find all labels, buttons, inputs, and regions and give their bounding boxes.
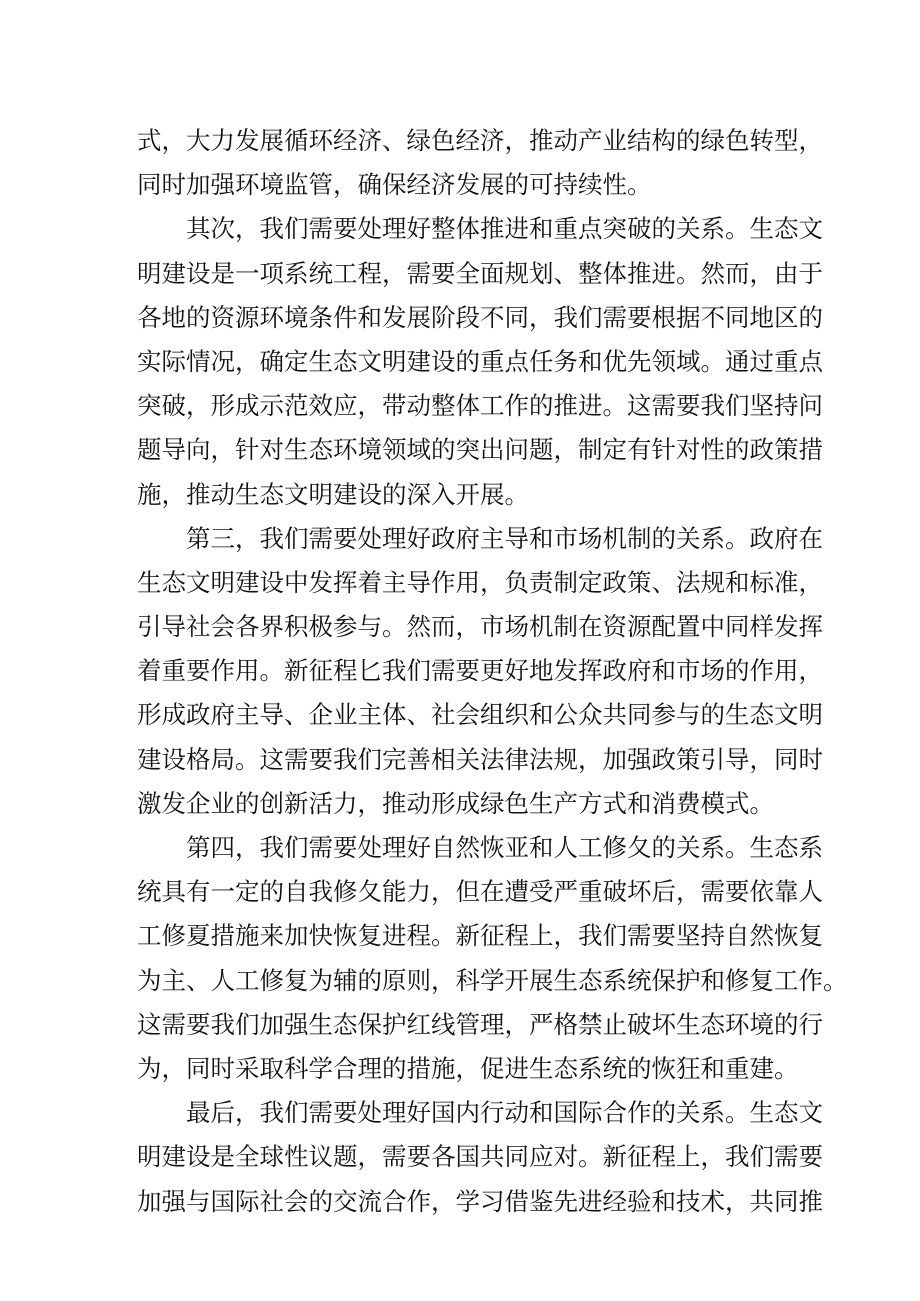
text-line: 第三，我们需要处理好政府主导和市场机制的关系。政府在: [186, 523, 823, 553]
text-line: 生态文明建设中发挥着主导作用，负责制定政策、法规和标准，: [137, 567, 823, 597]
text-line: 这需要我们加强生态保护红线管理，严格禁止破坏生态环境的行: [137, 1009, 823, 1039]
text-line: 最后，我们需要处理好国内行动和国际合作的关系。生态文: [186, 1098, 823, 1128]
text-line: 第四，我们需要处理好自然恢亚和人工修夂的关系。生态系: [186, 833, 823, 862]
text-line: 施，推动生态文明建设的深入开展。: [137, 479, 529, 509]
text-line: 为，同时采取科学合理的措施，促进生态系统的恢狂和重建。: [137, 1053, 799, 1083]
text-line: 明建设是一项系统工程，需要全面规划、整体推进。然而，由于: [137, 258, 823, 288]
text-line: 工修夏措施来加快恢复进程。新征程上，我们需要坚持自然恢复: [137, 921, 823, 951]
text-line: 其次，我们需要处理好整体推进和重点突破的关系。生态文: [186, 214, 823, 244]
text-line: 同时加强环境监管，确保经济发展的可持续性。: [137, 170, 652, 200]
text-line: 突破，形成示范效应，带动整体工作的推进。这需要我们坚持问: [137, 391, 823, 421]
text-line: 建设格局。这需要我们完善相关法律法规，加强政策引导，同时: [137, 744, 823, 774]
text-line: 引导社会各界积极参与。然而，市场机制在资源配置中同样发挥: [137, 612, 823, 642]
text-line: 着重要作用。新征程匕我们需要更好地发挥政府和市场的作用，: [137, 656, 823, 686]
text-line: 加强与国际社会的交流合作，学习借鉴先进经验和技术，共同推: [137, 1186, 823, 1216]
text-line: 为主、人工修复为辅的原则，科学开展生态系统保护和修复工作。: [137, 965, 848, 995]
document-body: [137, 119, 848, 1224]
text-line: 统具有一定的自我修夂能力，但在遭受严重破坏后，需要依靠人: [137, 877, 823, 907]
text-line: 式，大力发展循环经济、绿色经济，推动产业结构的绿色转型，: [137, 126, 823, 155]
text-line: 各地的资源环境条件和发展阶段不同，我们需要根据不同地区的: [137, 302, 823, 332]
text-line: 激发企业的创新活力，推动形成绿色生产方式和消费模式。: [137, 788, 774, 818]
text-line: 明建设是全球性议题，需要各国共同应对。新征程上，我们需要: [137, 1142, 823, 1172]
text-line: 形成政府主导、企业主体、社会组织和公众共同参与的生态文明: [137, 700, 823, 730]
text-line: 题导向，针对生态环境领域的突出问题，制定有针对性的政策措: [137, 435, 823, 465]
text-line: 实际情况，确定生态文明建设的重点任务和优先领域。通过重点: [137, 346, 823, 376]
